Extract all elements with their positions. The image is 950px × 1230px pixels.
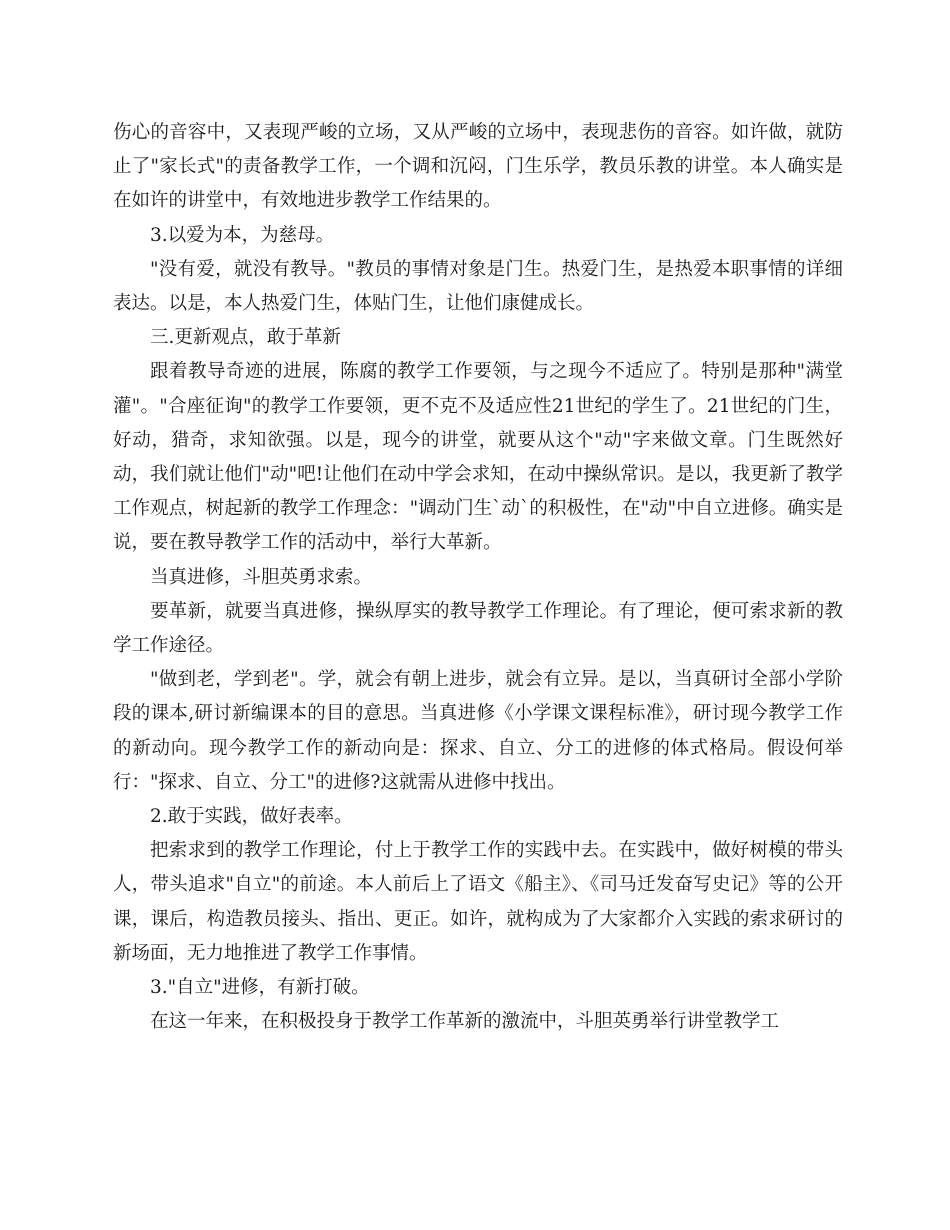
paragraph-heading-practice: 2.敢于实践，做好表率。 xyxy=(150,806,353,828)
paragraph-heading-autonomy: 3."自立"进修，有新打破。 xyxy=(150,977,370,999)
paragraph-heading-study: 当真进修，斗胆英勇求索。 xyxy=(150,566,373,588)
paragraph-practice: 把索求到的教学工作理论，付上于教学工作的实践中去。在实践中，做好树模的带头人，带头追求"自立"的前途。本人前后上了语文《船主》、《司马迁发奋写史记》等的公开课，课后，构造教员接头、指出、更正。如许，就构成为了大家都介入实践的索求研讨的新场面，无力地推进了教学工作事情。 xyxy=(113,840,843,964)
document-body xyxy=(113,116,843,1039)
paragraph-autonomy: 在这一年来，在积极投身于教学工作革新的激流中，斗胆英勇举行讲堂教学工 xyxy=(150,1011,780,1033)
paragraph-lifelong-learning: "做到老，学到老"。学，就会有朝上进步，就会有立异。是以，当真研讨全部小学阶段的课本,研讨新编课本的目的意思。当真进修《小学课文课程标准》，研讨现今教学工作的新动向。现今教学工作的新动向是：探求、自立、分工的进修的体式格局。假设何举行："探求、自立、分工"的进修?这就需从进修中找出。 xyxy=(113,669,843,793)
paragraph-continuation: 伤心的音容中，又表现严峻的立场，又从严峻的立场中，表现悲伤的音容。如许做，就防止了"家长式"的责备教学工作，一个调和沉闷，门生乐学，教员乐教的讲堂。本人确实是在如许的讲堂中，有效地进步教学工作结果的。 xyxy=(113,122,843,212)
paragraph-reform-theory: 要革新，就要当真进修，操纵厚实的教导教学工作理论。有了理论，便可索求新的教学工作途径。 xyxy=(113,600,843,657)
paragraph-heading-love: 3.以爱为本，为慈母。 xyxy=(150,224,335,246)
section-heading-innovation: 三.更新观点，敢于革新 xyxy=(150,327,341,349)
paragraph-love-students: "没有爱，就没有教导。"教员的事情对象是门生。热爱门生，是热爱本职事情的详细表达。以是，本人热爱门生，体贴门生，让他们康健成长。 xyxy=(113,258,843,315)
paragraph-innovation: 跟着教导奇迹的进展，陈腐的教学工作要领，与之现今不适应了。特别是那种"满堂灌"。"合座征询"的教学工作要领，更不克不及适应性21世纪的学生了。21世纪的门生，好动，猎奇，求知欲强。以是，现今的讲堂，就要从这个"动"字来做文章。门生既然好动，我们就让他们"动"吧!让他们在动中学会求知，在动中操纵常识。是以，我更新了教学工作观点，树起新的教学工作理念："调动门生`动`的积极性，在"动"中自立进修。确实是说，要在教导教学工作的活动中，举行大革新。 xyxy=(113,361,843,554)
